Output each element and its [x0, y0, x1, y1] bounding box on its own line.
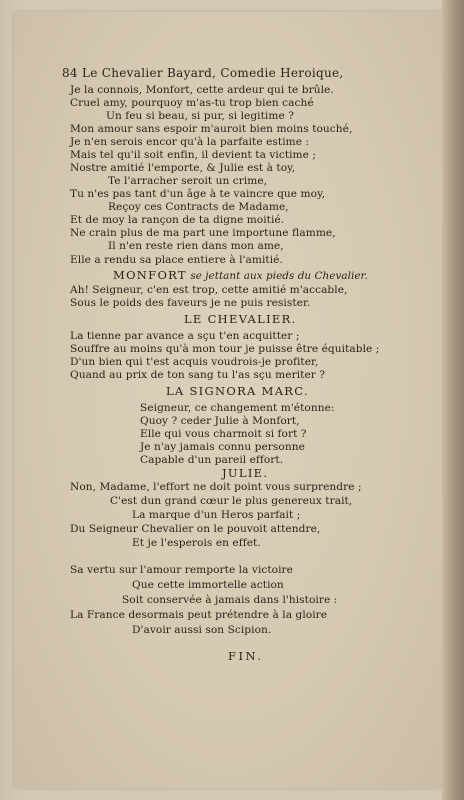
- verse-line: Reçoy ces Contracts de Madame,: [108, 201, 289, 213]
- verse-line: Mon amour sans espoir m'auroit bien moins touché,: [70, 123, 353, 135]
- verse-line: Elle a rendu sa place entiere à l'amitié.: [70, 254, 283, 266]
- verse-line: Que cette immortelle action: [132, 579, 284, 591]
- verse-line: Ah! Seigneur, c'en est trop, cette amitié m'accable,: [70, 284, 348, 296]
- speaker-with-stage-direction: [113, 269, 368, 283]
- verse-line: Capable d'un pareil effort.: [140, 454, 284, 466]
- running-header: 84 Le Chevalier Bayard, Comedie Heroique,: [62, 66, 344, 80]
- speaker-name: LA SIGNORA MARC.: [166, 384, 309, 398]
- verse-line: Soit conservée à jamais dans l'histoire :: [122, 594, 338, 606]
- verse-line: Cruel amy, pourquoy m'as-tu trop bien caché: [70, 97, 314, 109]
- verse-line: D'avoir aussi son Scipion.: [132, 624, 272, 636]
- verse-line: Nostre amitié l'emporte, & Julie est à toy,: [70, 162, 296, 174]
- verse-line: Seigneur, ce changement m'étonne:: [140, 402, 335, 414]
- verse-line: Je n'ay jamais connu personne: [140, 441, 305, 453]
- verse-line: Tu n'es pas tant d'un âge à te vaincre que moy,: [70, 188, 326, 200]
- verse-line: Quoy ? ceder Julie à Monfort,: [140, 415, 300, 427]
- verse-line: Du Seigneur Chevalier on le pouvoit attendre,: [70, 523, 321, 535]
- verse-line: Et je l'esperois en effet.: [132, 537, 261, 549]
- verse-line: Mais tel qu'il soit enfin, il devient ta victime ;: [70, 149, 317, 161]
- verse-line: La France desormais peut prétendre à la gloire: [70, 609, 328, 621]
- verse-line: C'est dun grand cœur le plus genereux trait,: [110, 495, 353, 507]
- stage-direction: se jettant aux pieds du Chevalier.: [190, 270, 368, 282]
- verse-line: Souffre au moins qu'à mon tour je puisse être équitable ;: [70, 343, 380, 355]
- verse-line: Je la connois, Monfort, cette ardeur qui te brûle.: [70, 84, 334, 96]
- verse-line: La tienne par avance a sçu t'en acquitter ;: [70, 330, 300, 342]
- verse-line: Il n'en reste rien dans mon ame,: [108, 240, 284, 252]
- verse-line: Non, Madame, l'effort ne doit point vous surprendre ;: [70, 481, 362, 493]
- verse-line: Sous le poids des faveurs je ne puis resister.: [70, 297, 311, 309]
- speaker-name: LE CHEVALIER.: [184, 312, 297, 326]
- verse-line: Te l'arracher seroit un crime,: [108, 175, 268, 187]
- verse-line: Quand au prix de ton sang tu l'as sçu meriter ?: [70, 369, 326, 381]
- fin-mark: FIN.: [228, 649, 264, 663]
- verse-line: Un feu si beau, si pur, si legitime ?: [106, 110, 294, 122]
- verse-line: Sa vertu sur l'amour remporte la victoire: [70, 564, 293, 576]
- verse-line: La marque d'un Heros parfait ;: [132, 509, 301, 521]
- verse-line: Je n'en serois encor qu'à la parfaite estime :: [70, 136, 310, 148]
- speaker-name: MONFORT: [113, 268, 187, 282]
- verse-line: Elle qui vous charmoit si fort ?: [140, 428, 307, 440]
- speaker-name: JULIE.: [222, 466, 269, 480]
- verse-line: Ne crain plus de ma part une importune flamme,: [70, 227, 336, 239]
- verse-line: D'un bien qui t'est acquis voudrois-je profiter,: [70, 356, 319, 368]
- verse-line: Et de moy la rançon de ta digne moitié.: [70, 214, 285, 226]
